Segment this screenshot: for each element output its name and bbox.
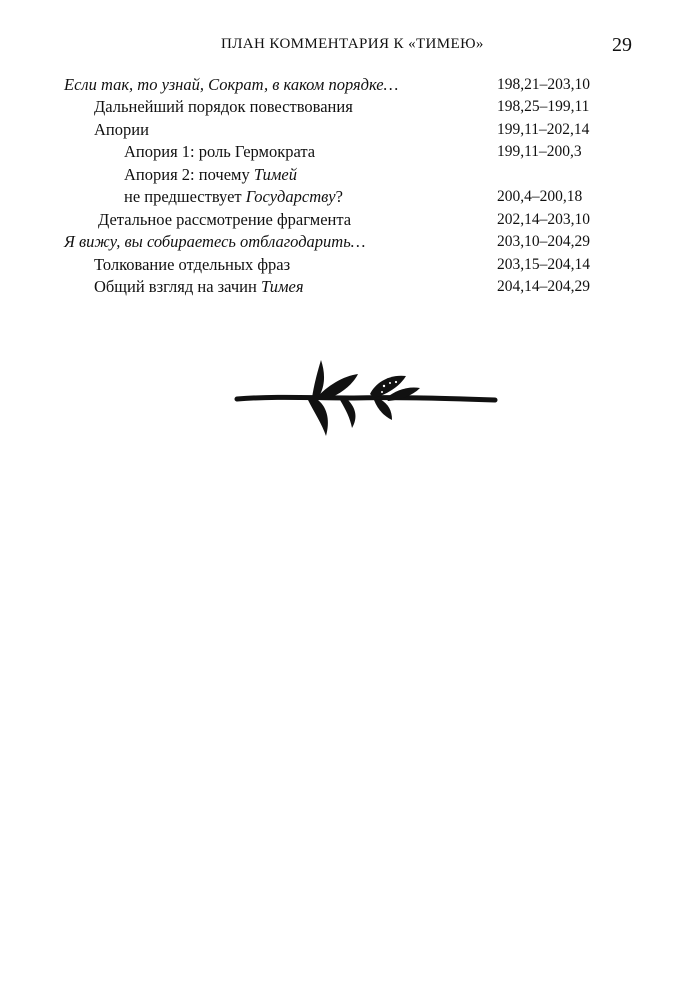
toc-entry-section [0, 74, 697, 96]
toc-range: 200,4–200,18 [497, 188, 583, 205]
toc-label-italic: Государству [245, 187, 336, 206]
toc-label [124, 186, 343, 208]
toc-label: Если так, то узнай, Сократ, в каком порядке… [64, 75, 399, 94]
running-title: ПЛАН КОММЕНТАРИЯ К «ТИМЕЮ» [221, 36, 484, 52]
toc-label-italic: Тимея [260, 277, 304, 296]
toc-range: 203,15–204,14 [497, 256, 590, 273]
toc-entry-section [0, 231, 697, 253]
toc-range: 199,11–200,3 [497, 143, 582, 160]
toc-label [124, 164, 297, 186]
toc-label: Дальнейший порядок повествования [94, 97, 353, 116]
page-number: 29 [612, 34, 632, 56]
toc-subentry-continuation [0, 186, 697, 208]
toc-label: Апории [94, 120, 149, 139]
toc-subentry [0, 141, 697, 163]
toc-label-text: Апория 2: почему [124, 165, 254, 184]
toc-entry [0, 276, 697, 298]
toc-range: 203,10–204,29 [497, 233, 590, 250]
toc-range: 199,11–202,14 [497, 121, 590, 138]
toc-label-text: ? [335, 187, 343, 206]
toc-label: Толкование отдельных фраз [94, 255, 291, 274]
toc-range: 198,25–199,11 [497, 98, 590, 115]
toc-label: Я вижу, вы собираетесь отблагодарить… [64, 232, 366, 251]
leafy-branch-ornament-icon [234, 356, 498, 438]
toc-range: 198,21–203,10 [497, 76, 590, 93]
toc-range: 202,14–203,10 [497, 211, 590, 228]
toc-entry [0, 119, 697, 141]
toc-label [94, 276, 304, 298]
running-head [0, 0, 697, 70]
toc-label-text: Общий взгляд на зачин [94, 277, 261, 296]
toc-label-text: не предшествует [124, 187, 246, 206]
toc-entry [0, 254, 697, 276]
toc-label: Апория 1: роль Гермократа [124, 142, 316, 161]
toc-range: 204,14–204,29 [497, 278, 590, 295]
toc-subentry [0, 164, 697, 186]
toc-label-italic: Тимей [253, 165, 297, 184]
toc-entry [0, 96, 697, 118]
toc-label: Детальное рассмотрение фрагмента [98, 210, 352, 229]
toc-entry [0, 209, 697, 231]
